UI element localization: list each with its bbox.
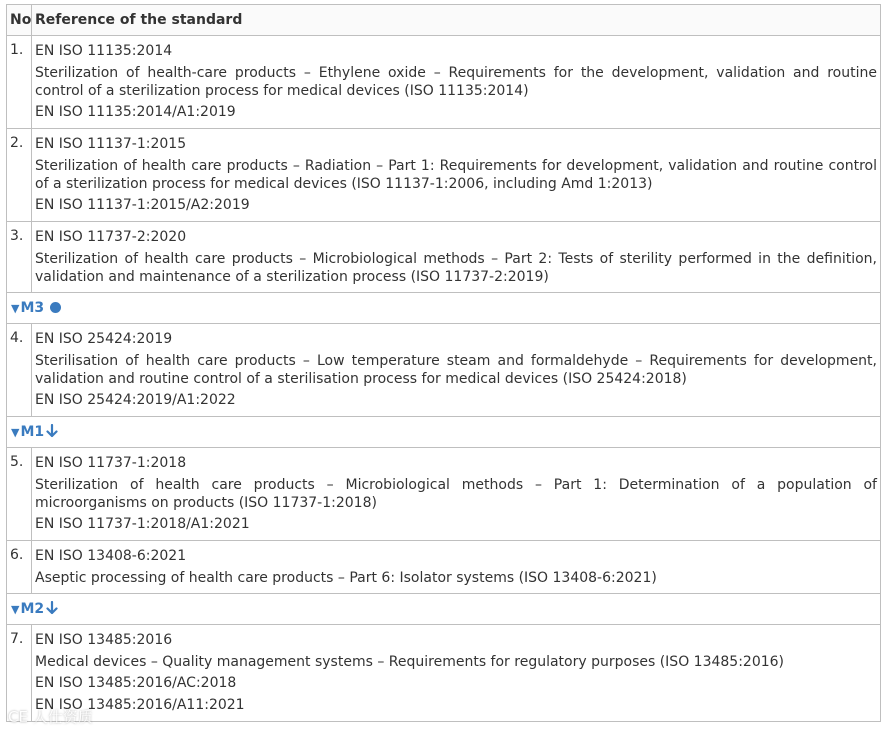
standard-title: Aseptic processing of health care products – Part 6: Isolator systems (ISO 13408-6:2021) (35, 570, 657, 586)
table-row (7, 625, 881, 722)
row-number: 5. (7, 448, 32, 541)
triangle-down-icon: ▼ (11, 302, 20, 315)
arrow-down-icon (46, 424, 58, 438)
row-number: 4. (7, 324, 32, 417)
standard-title: Medical devices – Quality management systems – Requirements for regulatory purposes (ISO 13485:2016) (35, 654, 785, 670)
standard-reference: EN ISO 11737-1:2018 (35, 455, 187, 471)
standard-reference: EN ISO 11135:2014 (35, 43, 173, 59)
standard-reference: EN ISO 11137-1:2015 (35, 136, 187, 152)
standard-reference: EN ISO 11737-2:2020 (35, 229, 187, 245)
table-row (7, 541, 881, 594)
standard-reference: EN ISO 25424:2019 (35, 331, 173, 347)
header-row (7, 5, 881, 36)
row-number: 3. (7, 222, 32, 293)
header-no: No (7, 5, 32, 36)
standards-table (6, 4, 881, 722)
watermark: CE 人仕资质 (8, 708, 93, 726)
reference-cell (32, 222, 881, 293)
reference-cell (32, 625, 881, 722)
triangle-down-icon: ▼ (11, 426, 20, 439)
header-reference: Reference of the standard (32, 5, 881, 36)
standard-amendment: EN ISO 13485:2016/A11:2021 (35, 697, 245, 713)
amendment-marker-m2 (7, 594, 881, 625)
table-row (7, 36, 881, 129)
marker-cell[interactable] (7, 417, 881, 448)
standard-amendment: EN ISO 25424:2019/A1:2022 (35, 392, 236, 408)
table-row (7, 129, 881, 222)
arrow-down-icon (46, 601, 58, 615)
row-number: 7. (7, 625, 32, 722)
table-row (7, 324, 881, 417)
reference-cell (32, 36, 881, 129)
marker-label: M1 (20, 424, 45, 440)
standard-amendment: EN ISO 13485:2016/AC:2018 (35, 675, 237, 691)
standard-title: Sterilization of health care products – Radiation – Part 1: Requirements for development, validation and routine control of a sterilization process for medical devices (ISO 11137-1:2006, including Amd 1:2013) (35, 158, 877, 192)
standard-reference: EN ISO 13408-6:2021 (35, 548, 187, 564)
amendment-marker-m3 (7, 293, 881, 324)
reference-cell (32, 324, 881, 417)
triangle-down-icon: ▼ (11, 603, 20, 616)
row-number: 1. (7, 36, 32, 129)
standard-title: Sterilization of health-care products – Ethylene oxide – Requirements for the development, validation and routine control of a sterilization process for medical devices (ISO 11135:2014) (35, 65, 877, 99)
standard-title: Sterilization of health care products – Microbiological methods – Part 1: Determination of a population of microorganisms on products (ISO 11737-1:2018) (35, 477, 877, 511)
standard-title: Sterilization of health care products – Microbiological methods – Part 2: Tests of sterility performed in the definition, validation and maintenance of a sterilization process (ISO 11737-2:2019) (35, 251, 877, 285)
reference-cell (32, 448, 881, 541)
circle-icon (50, 302, 61, 313)
reference-cell (32, 129, 881, 222)
amendment-marker-m1 (7, 417, 881, 448)
marker-cell[interactable] (7, 594, 881, 625)
standard-amendment: EN ISO 11137-1:2015/A2:2019 (35, 197, 250, 213)
table-row (7, 448, 881, 541)
reference-cell (32, 541, 881, 594)
table-row (7, 222, 881, 293)
standard-amendment: EN ISO 11737-1:2018/A1:2021 (35, 516, 250, 532)
row-number: 6. (7, 541, 32, 594)
standard-reference: EN ISO 13485:2016 (35, 632, 173, 648)
marker-label: M3 (20, 300, 45, 316)
standard-title: Sterilisation of health care products – Low temperature steam and formaldehyde – Requirements for development, validation and routine control of a sterilisation process for medical devices (ISO 25424:2018) (35, 353, 877, 387)
marker-cell[interactable] (7, 293, 881, 324)
row-number: 2. (7, 129, 32, 222)
standard-amendment: EN ISO 11135:2014/A1:2019 (35, 104, 236, 120)
marker-label: M2 (20, 601, 45, 617)
